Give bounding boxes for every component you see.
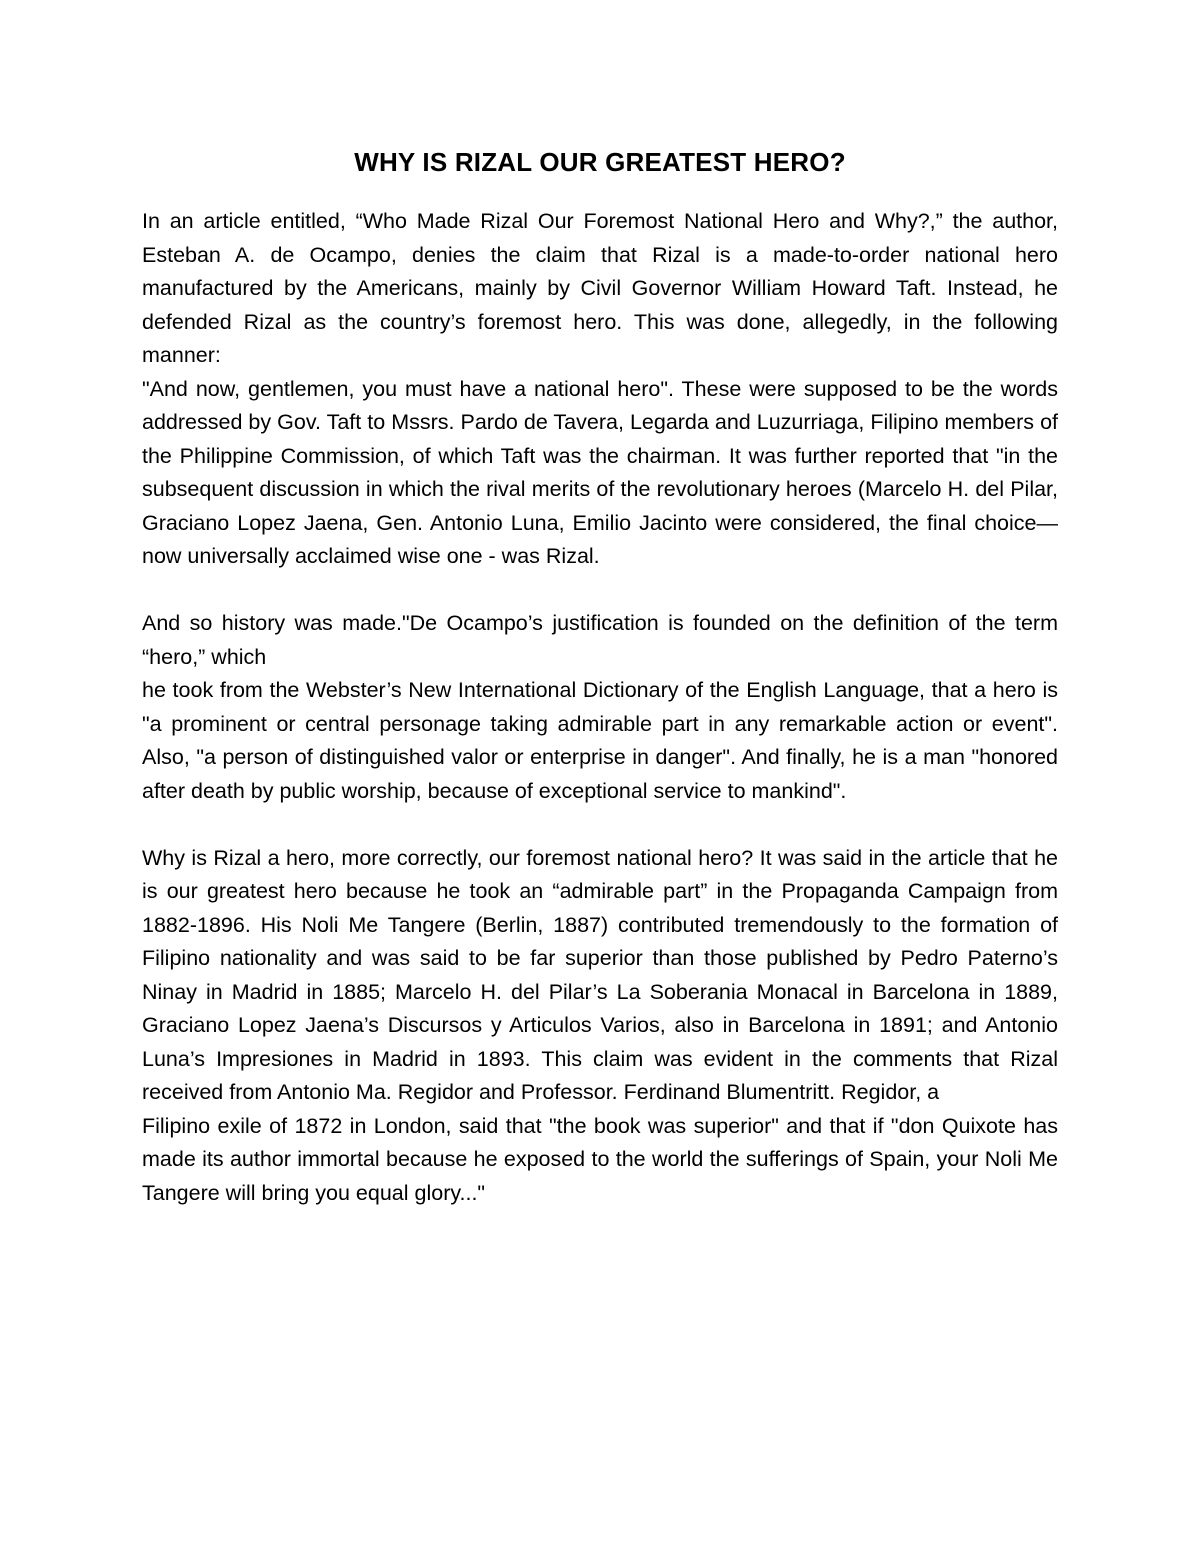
- paragraph-hero-definition: he took from the Webster’s New International Dictionary of the English Language, that a hero is "a prominent or central personage taking admirable part in any remarkable action or event". Also, "a person of distinguished valor or enterprise in danger". And finally, he is a man "honored after death by public worship, because of exceptional service to mankind".: [142, 678, 1058, 803]
- paragraph-intro: In an article entitled, “Who Made Rizal Our Foremost National Hero and Why?,” the author, Esteban A. de Ocampo, denies the claim that Rizal is a made-to-order national hero manufactured by the Americans, mainly by Civil Governor William Howard Taft. Instead, he defended Rizal as the country’s foremost hero. This was done, allegedly, in the following manner:: [142, 209, 1058, 367]
- paragraph-regidor: Filipino exile of 1872 in London, said that "the book was superior" and that if "don Quixote has made its author immortal because he exposed to the world the sufferings of Spain, your Noli Me Tangere will bring you equal glory...": [142, 1113, 1058, 1205]
- paragraph-why-rizal: Why is Rizal a hero, more correctly, our foremost national hero? It was said in the article that he is our greatest hero because he took an “admirable part” in the Propaganda Campaign from 1882-1896. His Noli Me Tangere (Berlin, 1887) contributed tremendously to the formation of Filipino nationality and was said to be far superior than those published by Pedro Paterno’s Ninay in Madrid in 1885; Marcelo H. del Pilar’s La Soberania Monacal in Barcelona in 1889, Graciano Lopez Jaena’s Discursos y Articulos Varios, also in Barcelona in 1891; and Antonio Luna’s Impresiones in Madrid in 1893. This claim was evident in the comments that Rizal received from Antonio Ma. Regidor and Professor. Ferdinand Blumentritt. Regidor, a: [142, 845, 1058, 1104]
- document-body: [142, 205, 1058, 1210]
- paragraph-history-made: And so history was made."De Ocampo’s justification is founded on the definition of the term “hero,” which: [142, 611, 1058, 669]
- paragraph-spacer: [142, 808, 1058, 842]
- paragraph-taft-quote: "And now, gentlemen, you must have a national hero". These were supposed to be the words addressed by Gov. Taft to Mssrs. Pardo de Tavera, Legarda and Luzurriaga, Filipino members of the Philippine Commission, of which Taft was the chairman. It was further reported that "in the subsequent discussion in which the rival merits of the revolutionary heroes (Marcelo H. del Pilar, Graciano Lopez Jaena, Gen. Antonio Luna, Emilio Jacinto were considered, the final choice—now universally acclaimed wise one - was Rizal.: [142, 376, 1058, 568]
- document-title: WHY IS RIZAL OUR GREATEST HERO?: [354, 147, 846, 177]
- paragraph-spacer: [142, 574, 1058, 608]
